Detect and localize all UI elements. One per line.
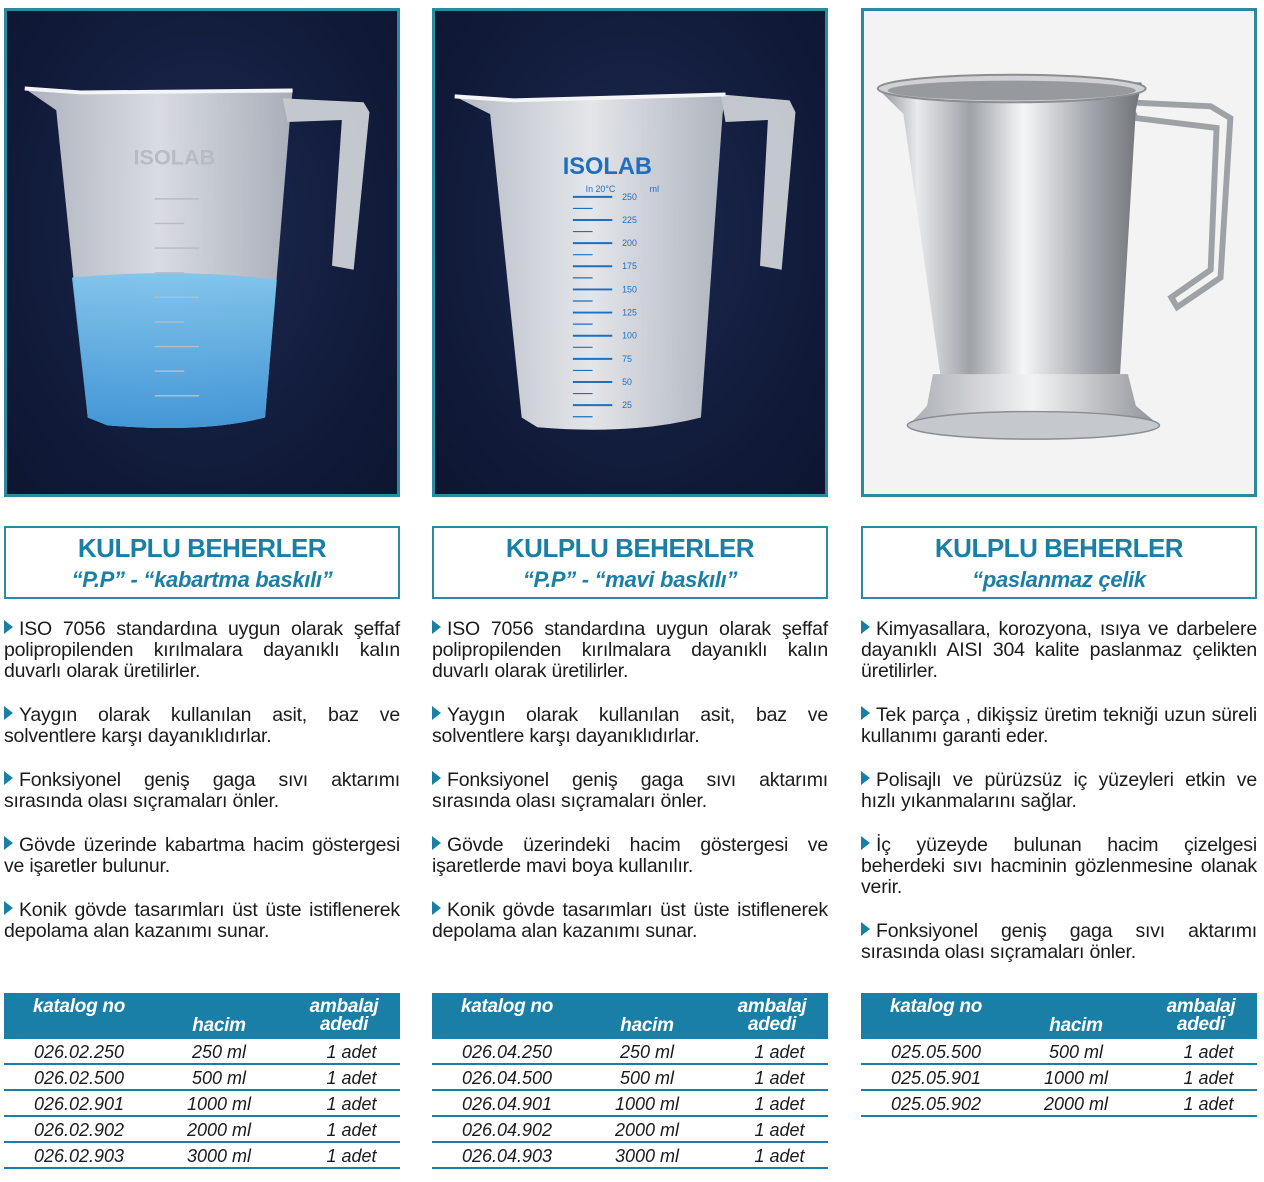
header-volume: hacim [1049,1015,1103,1036]
feature-item: Polisajlı ve pürüzsüz iç yüzeyleri etkin ve hızlı yıkanmalarını sağlar. [861,769,1257,812]
catalog-table [432,993,828,1169]
scale-label: 225 [622,214,637,225]
scale-label: 150 [622,284,637,295]
product-subtitle: “P.P” - “mavi baskılı” [522,567,738,592]
arrow-bullet-icon [432,836,441,850]
header-package-qty: ambalaj adedi [1166,996,1236,1035]
feature-item: Tek parça , dikişsiz üretim tekniği uzun süreli kullanımı garanti eder. [861,704,1257,747]
product-subtitle: “P.P” - “kabartma baskılı” [71,567,333,592]
product-title: KULPLU BEHERLER [77,533,327,563]
product-title-box [432,526,828,599]
table-row: 025.05.902 2000 ml 1 adet [861,1091,1257,1117]
table-row: 026.02.500 500 ml 1 adet [4,1065,400,1091]
table-row: 025.05.901 1000 ml 1 adet [861,1065,1257,1091]
arrow-bullet-icon [861,922,870,936]
scale-label: 200 [622,238,637,249]
scale-label: 125 [622,307,637,318]
header-catalog-no: katalog no [460,996,553,1017]
table-row: 026.02.903 3000 ml 1 adet [4,1143,400,1169]
feature-item: Yaygın olarak kullanılan asit, baz ve solventlere karşı dayanıklıdırlar. [4,704,400,747]
steel-beaker-illustration [864,11,1254,494]
header-catalog-no: katalog no [32,996,125,1017]
table-header [861,993,1257,1039]
feature-item: Konik gövde tasarımları üst üste istiflenerek depolama alan kazanımı sunar. [432,899,828,942]
feature-item: Fonksiyonel geniş gaga sıvı aktarımı sırasında olası sıçramaları önler. [432,769,828,812]
scale-label: 250 [622,191,637,202]
product-photo-pp-blue-print-beaker [432,8,828,497]
feature-item: ISO 7056 standardına uygun olarak şeffaf polipropilenden kırılmalara dayanıklı kalın duvarlı olarak üretilirler. [432,618,828,682]
arrow-bullet-icon [432,771,441,785]
feature-item: Kimyasallara, korozyona, ısıya ve darbelere dayanıklı AISI 304 kalite paslanmaz çelikten üretilirler. [861,618,1257,682]
product-title: KULPLU BEHERLER [505,533,755,563]
feature-item: Fonksiyonel geniş gaga sıvı aktarımı sırasında olası sıçramaları önler. [4,769,400,812]
feature-item: Gövde üzerinde kabartma hacim göstergesi ve işaretler bulunur. [4,834,400,877]
table-row: 026.02.902 2000 ml 1 adet [4,1117,400,1143]
feature-item: Konik gövde tasarımları üst üste istiflenerek depolama alan kazanımı sunar. [4,899,400,942]
product-photo-pp-embossed-beaker [4,8,400,497]
table-row: 026.04.250 250 ml 1 adet [432,1039,828,1065]
feature-item: ISO 7056 standardına uygun olarak şeffaf polipropilenden kırılmalara dayanıklı kalın duvarlı olarak üretilirler. [4,618,400,682]
arrow-bullet-icon [861,836,870,850]
embossed-logo: ISOLAB [133,144,216,170]
arrow-bullet-icon [861,620,870,634]
feature-list [432,619,828,965]
product-title-box [861,526,1257,599]
table-row: 026.04.903 3000 ml 1 adet [432,1143,828,1169]
scale-label: 75 [622,353,632,364]
table-header [4,993,400,1039]
arrow-bullet-icon [432,901,441,915]
header-volume: hacim [192,1015,246,1036]
feature-list [861,619,1257,986]
arrow-bullet-icon [4,901,13,915]
temp-label: In 20°C [585,183,616,194]
product-title: KULPLU BEHERLER [934,533,1184,563]
feature-item: Fonksiyonel geniş gaga sıvı aktarımı sırasında olası sıçramaları önler. [861,920,1257,963]
table-row: 026.04.500 500 ml 1 adet [432,1065,828,1091]
catalog-table [4,993,400,1169]
table-row: 025.05.500 500 ml 1 adet [861,1039,1257,1065]
header-package-qty: ambalaj adedi [737,996,807,1035]
arrow-bullet-icon [432,706,441,720]
feature-list [4,619,400,965]
feature-item: Gövde üzerindeki hacim göstergesi ve işaretlerde mavi boya kullanılır. [432,834,828,877]
blue-printed-logo: ISOLAB [562,154,652,181]
product-subtitle: “paslanmaz çelik [972,567,1146,592]
unit-label: ml [649,183,660,194]
arrow-bullet-icon [861,771,870,785]
arrow-bullet-icon [432,620,441,634]
scale-label: 175 [622,261,637,272]
table-row: 026.04.902 2000 ml 1 adet [432,1117,828,1143]
header-volume: hacim [620,1015,674,1036]
header-package-qty: ambalaj adedi [309,996,379,1035]
catalog-table [861,993,1257,1117]
arrow-bullet-icon [4,836,13,850]
scale-label: 25 [622,400,632,411]
beaker-illustration [435,11,825,494]
feature-item: İç yüzeyde bulunan hacim çizelgesi beherdeki sıvı hacminin gözlenmesine olanak verir. [861,834,1257,898]
feature-item: Yaygın olarak kullanılan asit, baz ve solventlere karşı dayanıklıdırlar. [432,704,828,747]
arrow-bullet-icon [4,771,13,785]
scale-label: 50 [622,376,632,387]
table-row: 026.02.901 1000 ml 1 adet [4,1091,400,1117]
table-row: 026.04.901 1000 ml 1 adet [432,1091,828,1117]
table-row: 026.02.250 250 ml 1 adet [4,1039,400,1065]
table-header [432,993,828,1039]
header-catalog-no: katalog no [889,996,982,1017]
arrow-bullet-icon [4,620,13,634]
product-photo-stainless-steel-beaker [861,8,1257,497]
arrow-bullet-icon [4,706,13,720]
scale-label: 100 [622,330,637,341]
arrow-bullet-icon [861,706,870,720]
product-title-box [4,526,400,599]
beaker-illustration [7,11,397,494]
